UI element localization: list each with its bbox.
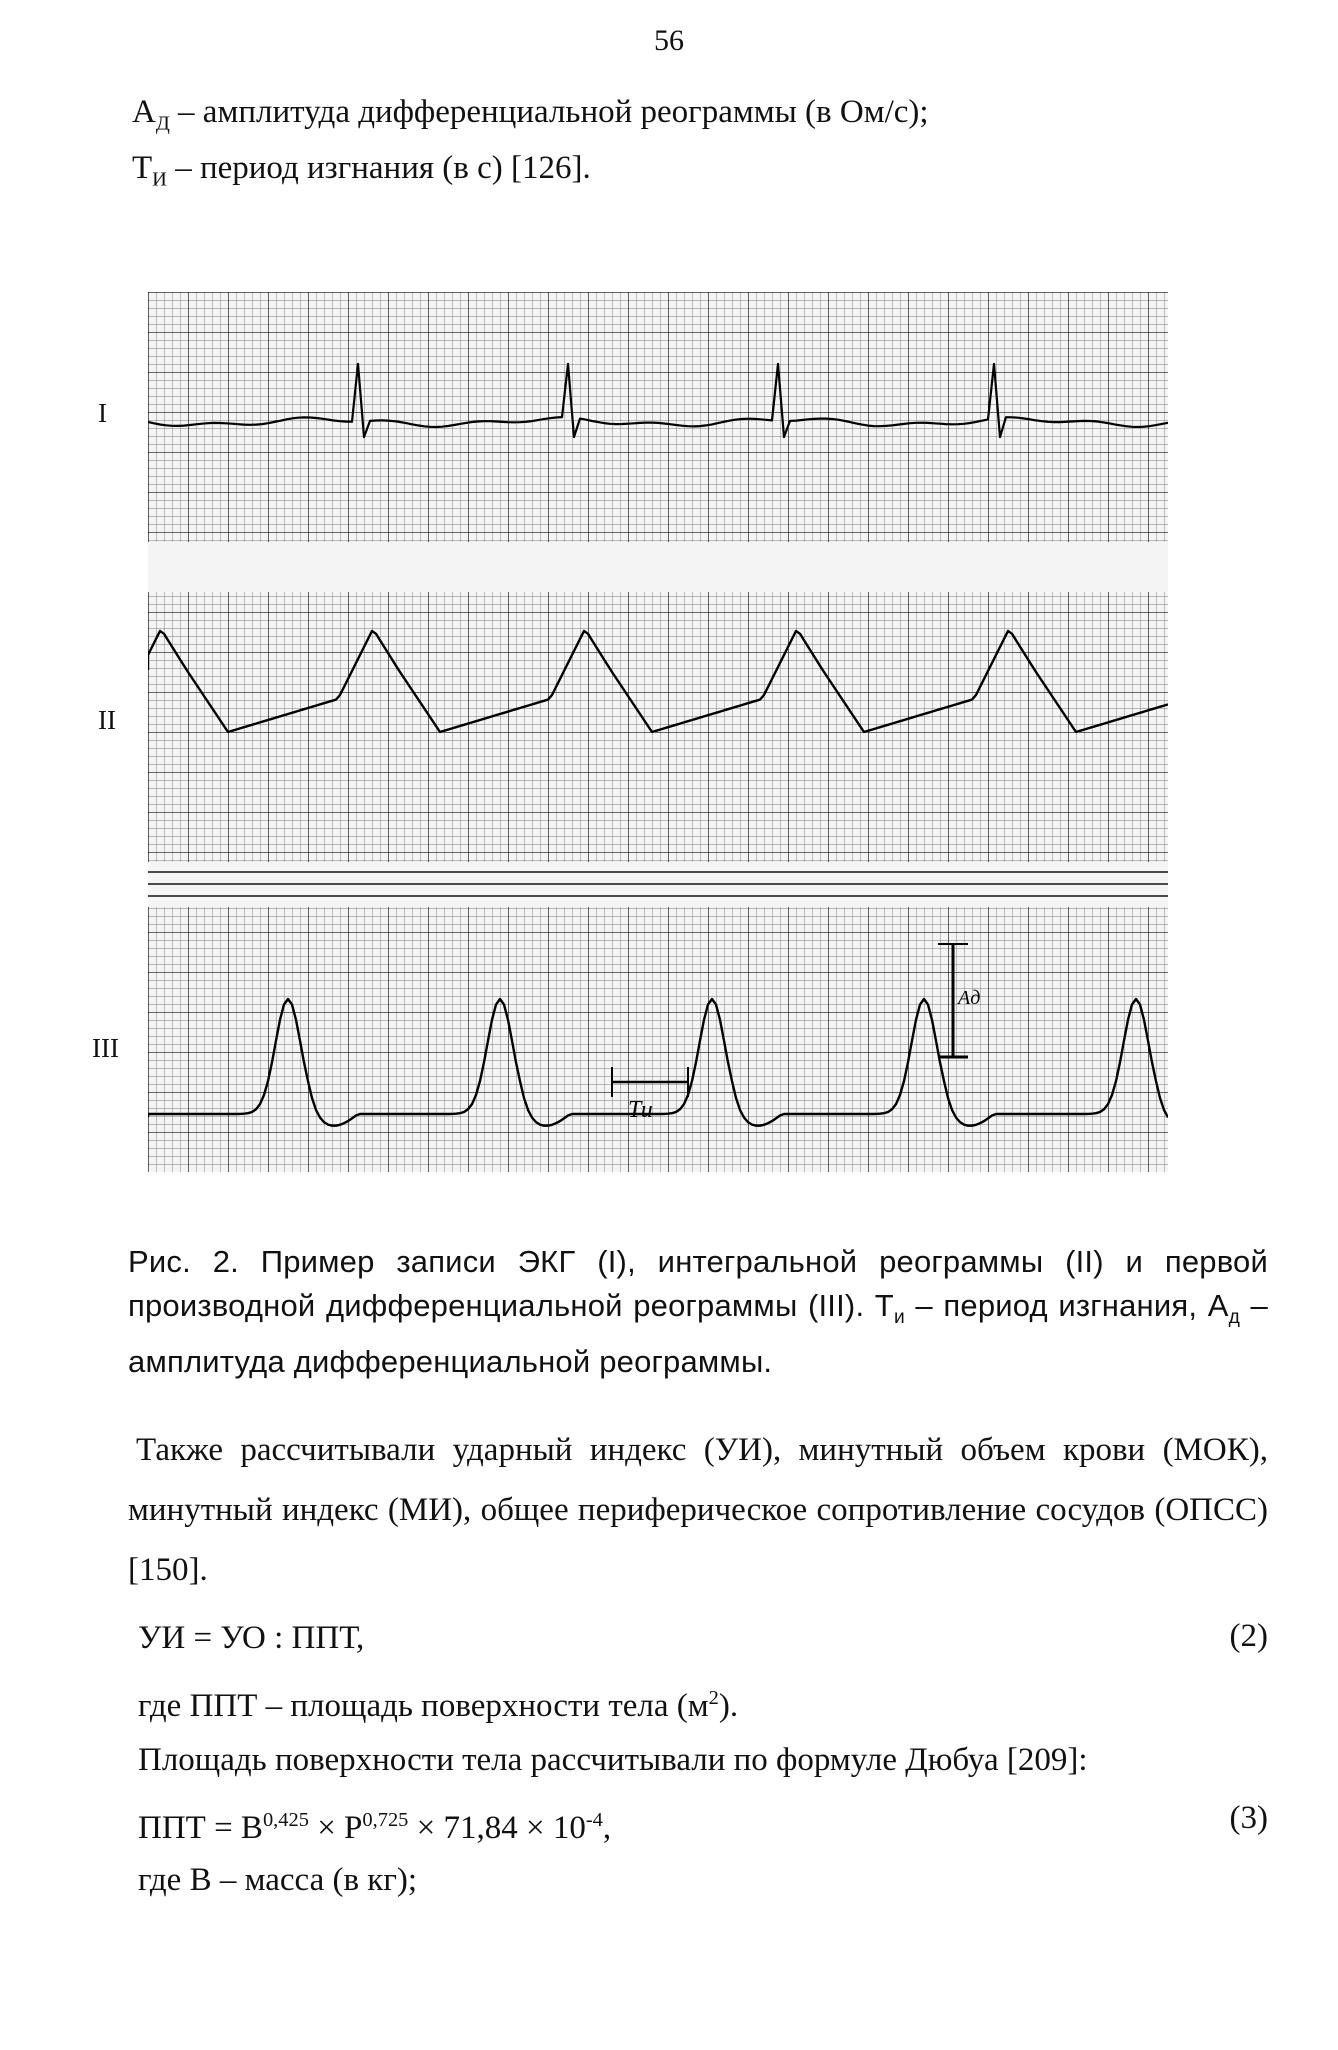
paragraph-text: Также рассчитывали ударный индекс (УИ), минутный объем крови (МОК), минутный индекс (МИ), общее периферическое сопротивление сосудов (ОПСС) [150]. [128,1432,1268,1588]
eq3-exponent-1: 0,425 [262,1809,309,1831]
ti-definition-text: – период изгнания (в с) [126]. [166,150,591,186]
ppt-definition-end: ). [718,1688,739,1724]
eq3-part-2: × Р [308,1810,363,1846]
eq3-part-1: ППТ = В [138,1810,263,1846]
ad-definition-text: – амплитуда дифференциальной реограммы (в Ом/с); [169,94,929,130]
trace-label-ii: II [98,705,116,735]
figure-caption [128,1240,1268,1384]
definition-ti [132,148,591,200]
caption-text-3: – амплитуда дифференциальной реограммы. [128,1288,1268,1380]
ti-subscript: И [152,168,167,191]
mass-definition: где В – масса (в кг); [138,1862,418,1898]
ecg-rheogram-chart [148,292,1168,1172]
caption-ad-subscript: д [1228,1307,1241,1329]
trace-label-i: I [98,398,107,428]
ppt-definition [138,1678,738,1726]
ad-symbol: А [132,94,156,130]
equation-2-number: (2) [1229,1618,1268,1654]
equation-2: УИ = УО : ППТ, [138,1620,365,1656]
ppt-definition-text: где ППТ – площадь поверхности тела (м [138,1688,709,1724]
ad-subscript: Д [155,112,170,135]
definition-ad [132,92,929,144]
body-paragraph [128,1420,1268,1600]
page-number: 56 [654,24,684,57]
equation-3 [138,1800,611,1848]
eq3-exponent-2: 0,725 [362,1809,409,1831]
ad-marker-label: Ад [958,987,981,1009]
ti-marker-label: Ти [628,1097,653,1123]
eq3-part-3: × 71,84 × 10 [408,1810,586,1846]
ecg-rheogram-figure [148,292,1168,1172]
dubois-formula-intro: Площадь поверхности тела рассчитывали по формуле Дюбуа [209]: [138,1742,1088,1778]
caption-ti-subscript: и [893,1307,905,1329]
equation-3-number: (3) [1229,1800,1268,1836]
caption-text-2: – период изгнания, А [904,1288,1229,1323]
ti-symbol: Т [132,150,153,186]
eq3-exponent-3: -4 [585,1809,603,1831]
caption-text-1: Рис. 2. Пример записи ЭКГ (I), интегральной реограммы (II) и первой производной дифференциальной реограммы (III). Т [128,1244,1268,1323]
eq3-part-4: , [602,1810,612,1846]
trace-label-iii: III [92,1033,119,1063]
ppt-unit-exponent: 2 [708,1687,719,1709]
